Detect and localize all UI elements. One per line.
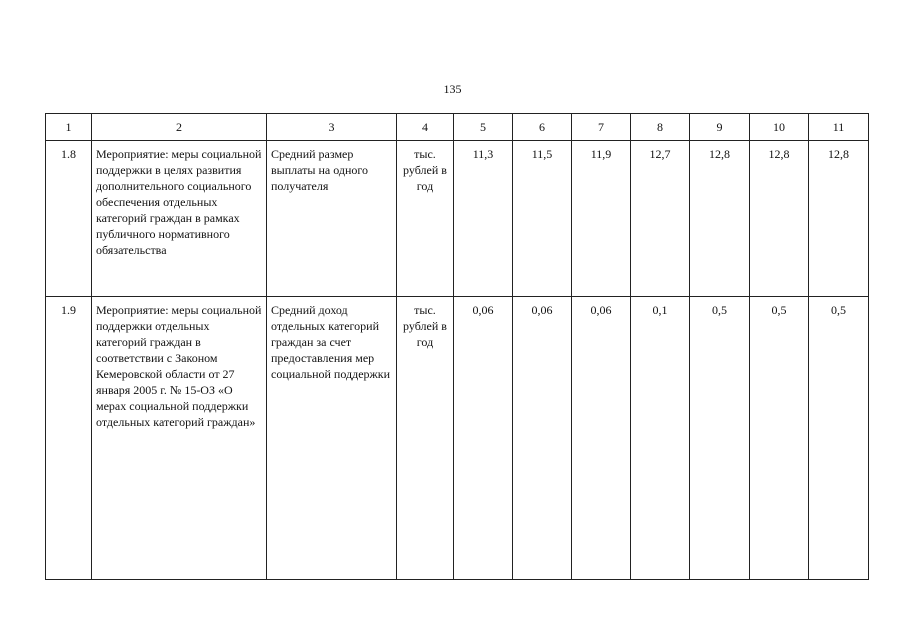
value-cell [513,297,572,580]
page-number: 135 [443,82,462,96]
header-cell-3: 3 [267,114,397,141]
activity-text: Мероприятие: меры социальной поддержки отдельных категорий граждан в соответствии с Законом Кемеровской области от 27 января 2005 г. № 15-ОЗ «О мерах социальной поддержки отдельных категорий граждан» [96,303,262,429]
value-cell [572,141,631,297]
value-10: 0,5 [771,303,787,317]
value-7: 0,06 [590,303,612,317]
value-5: 11,3 [472,147,494,161]
value-cell [809,141,869,297]
header-cell-11: 11 [809,114,869,141]
header-cell-8: 8 [631,114,690,141]
value-cell [631,297,690,580]
indicator-cell [267,297,397,580]
header-cell-10: 10 [750,114,809,141]
unit-cell [397,297,454,580]
header-cell-4: 4 [397,114,454,141]
value-cell [750,141,809,297]
value-cell [572,297,631,580]
indicators-table [45,113,869,580]
header-cell-9: 9 [690,114,750,141]
value-8: 12,7 [649,147,671,161]
header-cell-2: 2 [92,114,267,141]
unit-cell [397,141,454,297]
value-cell [690,297,750,580]
header-cell-7: 7 [572,114,631,141]
indicator-text: Средний размер выплаты на одного получателя [271,147,369,193]
row-number-cell [46,141,92,297]
value-cell [454,297,513,580]
unit-text: тыс. рублей в год [403,147,447,193]
value-10: 12,8 [768,147,790,161]
value-11: 0,5 [831,303,846,317]
table-row [46,297,869,580]
value-cell [631,141,690,297]
header-cell-1: 1 [46,114,92,141]
value-5: 0,06 [472,303,494,317]
row-number: 1.8 [61,147,76,161]
value-6: 0,06 [531,303,553,317]
row-number: 1.9 [61,303,76,317]
activity-text: Мероприятие: меры социальной поддержки в целях развития дополнительного социального обеспечения отдельных категорий граждан в рамках публичного нормативного обязательства [96,147,262,257]
value-11: 12,8 [828,147,849,161]
unit-text: тыс. рублей в год [403,303,447,349]
value-9: 0,5 [712,303,727,317]
value-cell [513,141,572,297]
header-cell-5: 5 [454,114,513,141]
indicator-cell [267,141,397,297]
row-number-cell [46,297,92,580]
value-cell [809,297,869,580]
value-cell [454,141,513,297]
header-cell-6: 6 [513,114,572,141]
value-cell [750,297,809,580]
value-7: 11,9 [590,147,612,161]
value-9: 12,8 [709,147,730,161]
value-6: 11,5 [531,147,553,161]
table-header-row [46,114,869,141]
table-row [46,141,869,297]
indicator-text: Средний доход отдельных категорий граждан за счет предоставления мер социальной поддержки [271,303,391,381]
activity-cell [92,297,267,580]
activity-cell [92,141,267,297]
value-8: 0,1 [652,303,668,317]
value-cell [690,141,750,297]
